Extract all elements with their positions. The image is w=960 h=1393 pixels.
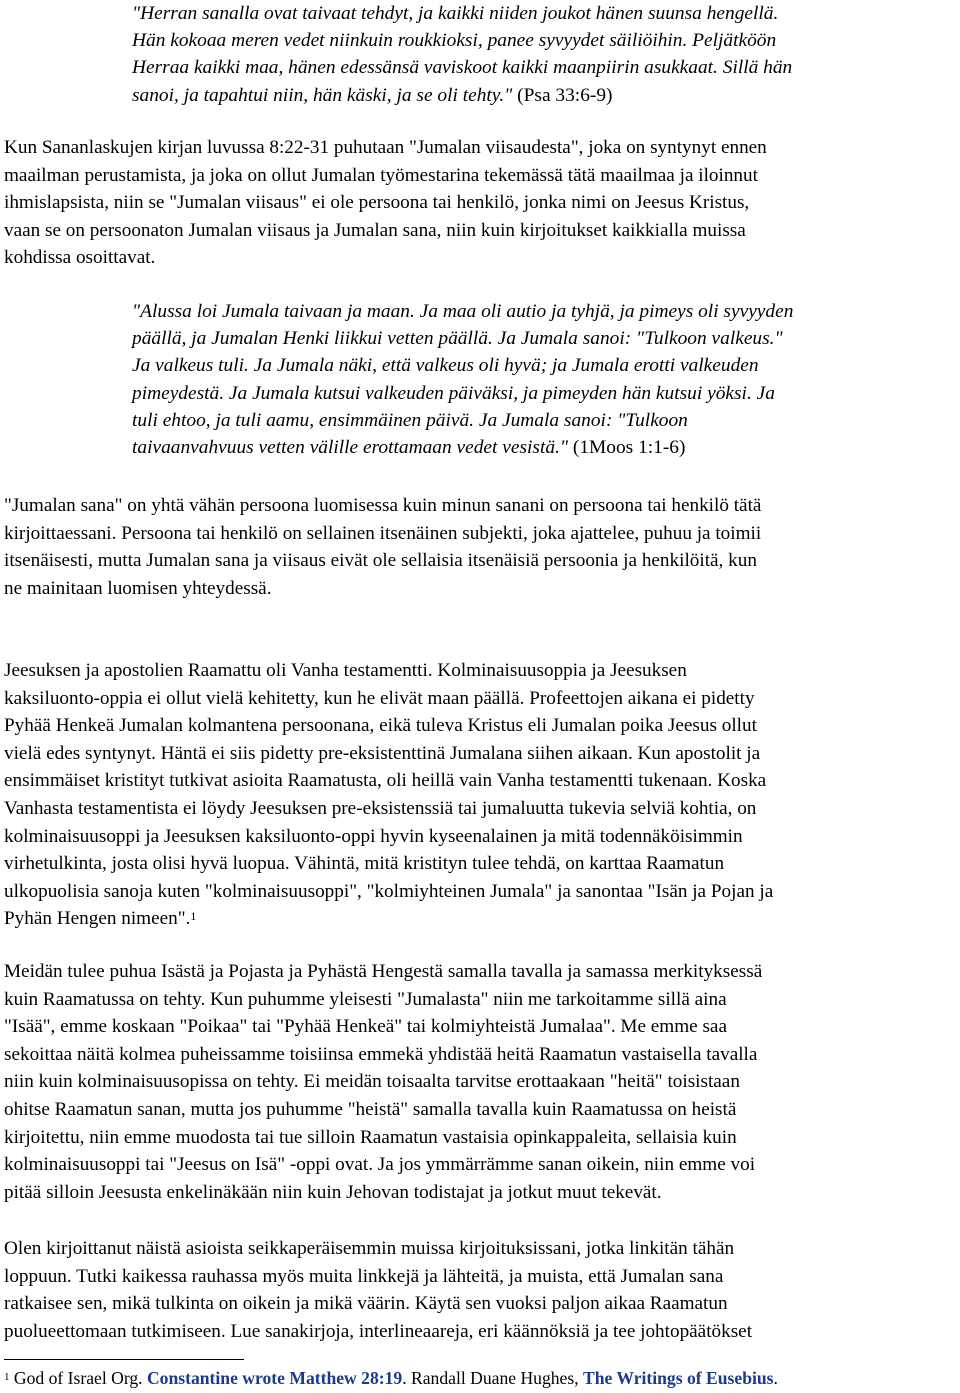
quote-reference: (1Moos 1:1-6) — [568, 436, 686, 458]
text-line: kohdissa osoittavat. — [4, 247, 156, 269]
quote-line: "Herran sanalla ovat taivaat tehdyt, ja kaikki niiden joukot hänen suunsa hengellä. — [132, 3, 779, 24]
quote-line: tuli ehtoo, ja tuli aamu, ensimmäinen päivä. Ja Jumala sanoi: "Tulkoon — [132, 409, 688, 431]
text-line: Pyhää Henkeä Jumalan kolmantena persoonana, eikä tuleva Kristus eli Jumalan poika Jeesus ollut — [4, 715, 757, 737]
quote-line: Ja valkeus tuli. Ja Jumala näki, että valkeus oli hyvä; ja Jumala erotti valkeuden — [132, 355, 759, 377]
quote-line — [132, 434, 958, 461]
text-line: ohitse Raamatun sanan, mutta jos puhumme "heistä" samalla tavalla kuin Raamatussa on heistä — [4, 1098, 737, 1120]
scripture-quote-psalm — [132, 0, 958, 109]
quote-line: Hän kokoaa meren vedet niinkuin roukkioksi, panee syvyydet säiliöihin. Peljätköön — [132, 30, 777, 52]
text-line: ratkaisee sen, mikä tulkinta on oikein ja mikä väärin. Käytä sen vuoksi paljon aikaa Raamatun — [4, 1293, 728, 1315]
quote-text: taivaanvahvuus vetten välille erottamaan vedet vesistä." — [132, 436, 569, 458]
text-line — [4, 905, 958, 933]
text-line: Vanhasta testamentista ei löydy Jeesuksen pre-eksistenssiä tai jumaluutta tukevia selviä kohtia, on — [4, 797, 757, 819]
text-line: kirjoitettu, niin emme muodosta tai tue silloin Raamatun vastaisia opinkappaleita, sellaisia kuin — [4, 1126, 737, 1148]
paragraph-word-of-god — [4, 492, 958, 602]
footnote-reference[interactable]: 1 — [190, 909, 197, 924]
text-line: ensimmäiset kristityt tutkivat asioita Raamatusta, oli heillä vain Vanha testamentti tukenaan. Koska — [4, 770, 767, 792]
text-line: ihmislapsista, niin se "Jumalan viisaus" ei ole persoona tai henkilö, jonka nimi on Jeesus Kristus, — [4, 192, 750, 214]
text-line: puolueettomaan tutkimiseen. Lue sanakirjoja, interlineaareja, eri käännöksiä ja tee johtopäätökset — [4, 1320, 753, 1342]
text-line: itsenäisesti, mutta Jumalan sana ja viisaus eivät ole sellaisia itsenäisiä persoonia ja henkilöitä, kun — [4, 550, 757, 572]
footnote-link-eusebius[interactable]: The Writings of Eusebius — [583, 1368, 774, 1388]
scripture-quote-genesis — [132, 298, 958, 461]
text-line: Jeesuksen ja apostolien Raamattu oli Vanha testamentti. Kolminaisuusoppia ja Jeesuksen — [4, 660, 687, 681]
paragraph-old-testament — [4, 657, 958, 933]
text-line: pitää silloin Jeesusta enkelinäkään niin kuin Jehovan todistajat ja jotkut muut tekevät. — [4, 1181, 662, 1203]
paragraph-father-son-spirit — [4, 958, 958, 1206]
text-line: ulkopuolisia sanoja kuten "kolminaisuusoppi", "kolmiyhteinen Jumala" ja sanontaa "Isän ja Pojan ja — [4, 880, 774, 902]
text-line: vielä edes syntynyt. Häntä ei siis pidetty pre-eksistenttinä Jumalana siihen aikaan. Kun apostolit ja — [4, 742, 761, 764]
text-line: niin kuin kolminaisuusopissa on tehty. Ei meidän toisaalta tarvitse erottaakaan "heitä" toisistaan — [4, 1071, 740, 1093]
text-line: kirjoittaessani. Persoona tai henkilö on sellainen itsenäinen subjekti, joka ajattelee, puhuu ja toimii — [4, 522, 762, 544]
text-line: Meidän tulee puhua Isästä ja Pojasta ja Pyhästä Hengestä samalla tavalla ja samassa merkityksessä — [4, 961, 763, 982]
paragraph-further-reading — [4, 1235, 958, 1345]
footnote — [4, 1367, 778, 1389]
footnote-link-constantine[interactable]: Constantine wrote Matthew 28:19 — [146, 1368, 403, 1388]
text-line: Olen kirjoittanut näistä asioista seikkaperäisemmin muissa kirjoituksissani, jotka linkitän tähän — [4, 1238, 735, 1259]
text-line: virhetulkinta, josta olisi hyvä luopua. Vähintä, mitä kristityn tulee tehdä, on karttaa Raamatun — [4, 853, 725, 875]
footnote-text: God of Israel Org. — [9, 1368, 147, 1388]
quote-line: päällä, ja Jumalan Henki liikkui vetten päällä. Ja Jumala sanoi: "Tulkoon valkeus." — [132, 328, 783, 350]
footnote-text: . Randall Duane Hughes, — [402, 1368, 584, 1388]
text-line: Kun Sananlaskujen kirjan luvussa 8:22-31 puhutaan "Jumalan viisaudesta", joka on syntynyt ennen — [4, 137, 767, 158]
quote-line: pimeydestä. Ja Jumala kutsui valkeuden päiväksi, ja pimeyden hän kutsui yöksi. Ja — [132, 382, 775, 404]
text-line: ne mainitaan luomisen yhteydessä. — [4, 577, 272, 599]
text-line: loppuun. Tutki kaikessa rauhassa myös muita linkkejä ja lähteitä, ja muista, että Jumalan sana — [4, 1265, 724, 1287]
quote-line: "Alussa loi Jumala taivaan ja maan. Ja maa oli autio ja tyhjä, ja pimeys oli syvyyden — [132, 301, 794, 322]
quote-line — [132, 82, 958, 109]
footnote-divider — [4, 1359, 244, 1360]
text-line: "Isää", emme koskaan "Poikaa" tai "Pyhää Henkeä" tai kolmiyhteistä Jumalaa". Me emme saa — [4, 1016, 727, 1038]
quote-text: sanoi, ja tapahtui niin, hän käski, ja se oli tehty." — [132, 84, 513, 106]
text-line: sekoittaa näitä kolmea puheissamme toisiinsa emmekä yhdistää heitä Raamatun vastaisella tavalla — [4, 1043, 758, 1065]
text-line: kolminaisuusoppi tai "Jeesus on Isä" -oppi ovat. Ja jos ymmärrämme sanan oikein, niin emme voi — [4, 1154, 756, 1176]
text-line: kolminaisuusoppi ja Jeesuksen kaksiluonto-oppi hyvin kyseenalainen ja mitä todennäköisimmin — [4, 825, 743, 847]
text-line: kaksiluonto-oppia ei ollut vielä kehitetty, kun he elivät maan päällä. Profeettojen aikana ei pidetty — [4, 687, 755, 709]
footnote-number: 1 — [4, 1371, 10, 1383]
paragraph-wisdom — [4, 134, 958, 272]
text-line: kuin Raamatussa on tehty. Kun puhumme yleisesti "Jumalasta" niin me tarkoitamme sillä aina — [4, 988, 727, 1010]
text-line: maailman perustamista, ja joka on ollut Jumalan työmestarina tekemässä tätä maailmaa ja iloinnut — [4, 164, 758, 186]
quote-reference: (Psa 33:6-9) — [512, 84, 613, 106]
text-line: "Jumalan sana" on yhtä vähän persoona luomisessa kuin minun sanani on persoona tai henkilö tätä — [4, 495, 762, 516]
text-segment: Pyhän Hengen nimeen". — [4, 908, 191, 930]
text-line: vaan se on persoonaton Jumalan viisaus ja Jumalan sana, niin kuin kirjoitukset kaikkialla muissa — [4, 219, 746, 241]
footnote-text: . — [773, 1368, 778, 1388]
quote-line: Herraa kaikki maa, hänen edessänsä vaviskoot kaikki maanpiirin asukkaat. Sillä hän — [132, 57, 793, 79]
